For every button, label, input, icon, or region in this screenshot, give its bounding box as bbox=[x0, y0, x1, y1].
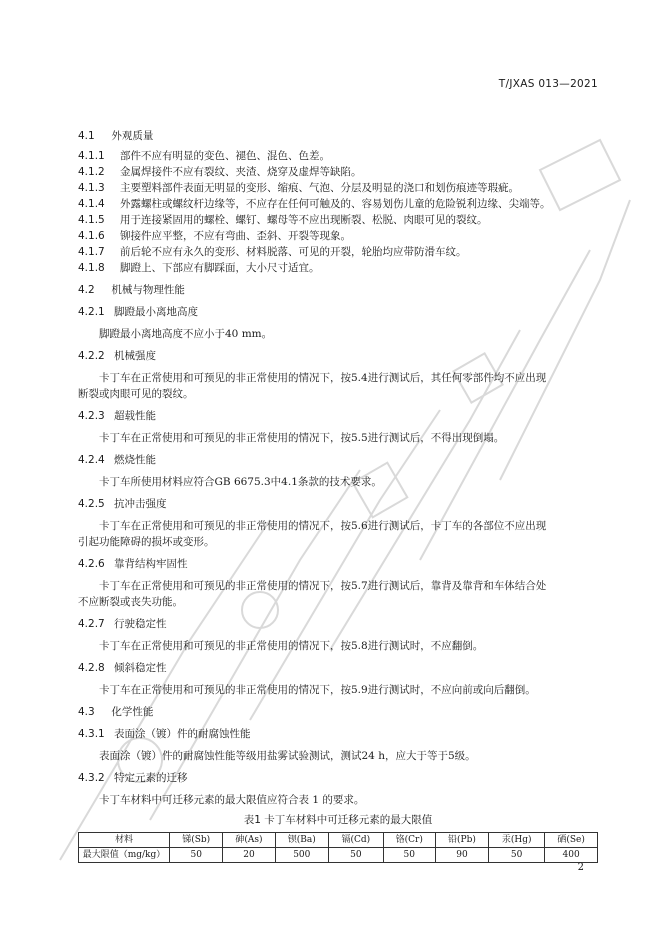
clause-number: 4.1.8 bbox=[78, 262, 105, 274]
subsection-heading bbox=[78, 616, 598, 632]
table-header-cell: 铅(Pb) bbox=[435, 833, 488, 848]
table-cell: 50 bbox=[489, 848, 545, 863]
table-header-cell: 锑(Sb) bbox=[170, 833, 223, 848]
clause-item bbox=[78, 212, 598, 228]
subsection-number: 4.3.2 bbox=[78, 772, 105, 784]
document-body bbox=[78, 128, 598, 863]
table-header-cell: 钡(Ba) bbox=[275, 833, 329, 848]
paragraph-line: 引起功能障碍的损坏或变形。 bbox=[78, 536, 215, 548]
paragraph-line: 卡丁车在正常使用和可预见的非正常使用的情况下，按5.7进行测试后，靠背及靠背和车体结合处 bbox=[99, 580, 547, 592]
section-number: 4.1 bbox=[78, 130, 95, 142]
table-header-cell: 镉(Cd) bbox=[329, 833, 384, 848]
table-row bbox=[79, 848, 598, 863]
clause-text: 脚蹬上、下部应有脚踩面，大小尺寸适宜。 bbox=[120, 262, 320, 274]
paragraph: 卡丁车在正常使用和可预见的非正常使用的情况下，按5.5进行测试后，不得出现倒塌。 bbox=[99, 432, 505, 444]
section-heading-4-3 bbox=[78, 704, 598, 720]
section-title: 外观质量 bbox=[111, 130, 154, 142]
paragraph: 卡丁车材料中可迁移元素的最大限值应符合表 1 的要求。 bbox=[99, 794, 365, 806]
table-header-cell: 铬(Cr) bbox=[383, 833, 435, 848]
subsection-number: 4.2.2 bbox=[78, 350, 105, 362]
clause-item bbox=[78, 180, 598, 196]
paragraph: 卡丁车在正常使用和可预见的非正常使用的情况下，按5.9进行测试时，不应向前或向后翻倒。 bbox=[99, 684, 536, 696]
table-title: 表1 卡丁车材料中可迁移元素的最大限值 bbox=[243, 814, 433, 826]
paragraph: 卡丁车所使用材料应符合GB 6675.3中4.1条款的技术要求。 bbox=[99, 476, 382, 488]
clause-item bbox=[78, 148, 598, 164]
clause-number: 4.1.3 bbox=[78, 182, 105, 194]
subsection-title: 抗冲击强度 bbox=[114, 498, 167, 510]
table-cell: 20 bbox=[223, 848, 275, 863]
subsection-number: 4.2.5 bbox=[78, 498, 105, 510]
clause-text: 前后轮不应有永久的变形、材料脱落、可见的开裂，轮胎均应带防滑车纹。 bbox=[120, 246, 467, 258]
subsection-title: 特定元素的迁移 bbox=[114, 772, 188, 784]
subsection-number: 4.2.1 bbox=[78, 306, 105, 318]
subsection-heading bbox=[78, 348, 598, 364]
subsection-title: 倾斜稳定性 bbox=[114, 662, 167, 674]
subsection-heading bbox=[78, 556, 598, 572]
subsection-number: 4.2.3 bbox=[78, 410, 105, 422]
subsection-number: 4.2.7 bbox=[78, 618, 105, 630]
table-header-cell: 硒(Se) bbox=[545, 833, 598, 848]
table-cell: 500 bbox=[275, 848, 329, 863]
paragraph-line: 卡丁车在正常使用和可预见的非正常使用的情况下，按5.4进行测试后，其任何零部件均不应出现 bbox=[99, 372, 547, 384]
clause-text: 外露螺柱或螺纹杆边缘等，不应存在任何可触及的、容易划伤儿童的危险锐利边缘、尖端等。 bbox=[120, 198, 551, 210]
subsection-heading bbox=[78, 496, 598, 512]
section-heading-4-2 bbox=[78, 282, 598, 298]
table-cell: 50 bbox=[170, 848, 223, 863]
table-header-cell: 材料 bbox=[79, 833, 170, 848]
subsection-number: 4.2.8 bbox=[78, 662, 105, 674]
subsection-heading bbox=[78, 452, 598, 468]
subsection-heading bbox=[78, 408, 598, 424]
clause-item bbox=[78, 260, 598, 276]
subsection-heading bbox=[78, 726, 598, 742]
table-header-cell: 汞(Hg) bbox=[489, 833, 545, 848]
paragraph: 卡丁车在正常使用和可预见的非正常使用的情况下，按5.8进行测试时，不应翻倒。 bbox=[99, 640, 484, 652]
clause-text: 部件不应有明显的变色、褪色、混色、色差。 bbox=[120, 150, 330, 162]
clause-item bbox=[78, 244, 598, 260]
clause-text: 主要塑料部件表面无明显的变形、缩痕、气泡、分层及明显的浇口和划伤痕迹等瑕疵。 bbox=[120, 182, 519, 194]
section-title: 机械与物理性能 bbox=[111, 284, 185, 296]
subsection-title: 机械强度 bbox=[114, 350, 156, 362]
paragraph: 表面涂（镀）件的耐腐蚀性能等级用盐雾试验测试，测试24 h，应大于等于5级。 bbox=[99, 750, 476, 762]
clause-text: 用于连接紧固用的螺栓、螺钉、螺母等不应出现断裂、松脱、肉眼可见的裂纹。 bbox=[120, 214, 488, 226]
standard-code: T/JXAS 013—2021 bbox=[498, 78, 598, 90]
table-cell: 400 bbox=[545, 848, 598, 863]
subsection-number: 4.2.6 bbox=[78, 558, 105, 570]
clause-number: 4.1.1 bbox=[78, 150, 105, 162]
table-header-cell: 砷(As) bbox=[223, 833, 275, 848]
section-number: 4.3 bbox=[78, 706, 95, 718]
clause-number: 4.1.5 bbox=[78, 214, 105, 226]
clause-number: 4.1.6 bbox=[78, 230, 105, 242]
subsection-title: 燃烧性能 bbox=[114, 454, 156, 466]
subsection-heading bbox=[78, 304, 598, 320]
clause-text: 金属焊接件不应有裂纹、夹渣、烧穿及虚焊等缺陷。 bbox=[120, 166, 362, 178]
table-cell: 50 bbox=[329, 848, 384, 863]
subsection-heading bbox=[78, 770, 598, 786]
section-number: 4.2 bbox=[78, 284, 95, 296]
subsection-title: 表面涂（镀）件的耐腐蚀性能 bbox=[114, 728, 251, 740]
section-title: 化学性能 bbox=[111, 706, 154, 718]
table-cell: 90 bbox=[435, 848, 488, 863]
clause-item bbox=[78, 196, 598, 212]
migration-limits-table bbox=[78, 832, 598, 863]
subsection-number: 4.2.4 bbox=[78, 454, 105, 466]
page-number: 2 bbox=[577, 862, 584, 873]
table-cell: 50 bbox=[383, 848, 435, 863]
paragraph: 脚蹬最小离地高度不应小于40 mm。 bbox=[99, 328, 273, 340]
subsection-heading bbox=[78, 660, 598, 676]
subsection-title: 靠背结构牢固性 bbox=[114, 558, 188, 570]
clause-number: 4.1.2 bbox=[78, 166, 105, 178]
subsection-title: 脚蹬最小离地高度 bbox=[114, 306, 198, 318]
section-heading-4-1 bbox=[78, 128, 598, 144]
paragraph-line: 断裂或肉眼可见的裂纹。 bbox=[78, 388, 194, 400]
subsection-title: 超载性能 bbox=[114, 410, 156, 422]
clause-item bbox=[78, 228, 598, 244]
subsection-number: 4.3.1 bbox=[78, 728, 105, 740]
clause-number: 4.1.7 bbox=[78, 246, 105, 258]
table-header-row bbox=[79, 833, 598, 848]
clause-number: 4.1.4 bbox=[78, 198, 105, 210]
subsection-title: 行驶稳定性 bbox=[114, 618, 167, 630]
paragraph-line: 不应断裂或丧失功能。 bbox=[78, 596, 183, 608]
clause-text: 铆接件应平整，不应有弯曲、歪斜、开裂等现象。 bbox=[120, 230, 351, 242]
clause-item bbox=[78, 164, 598, 180]
paragraph-line: 卡丁车在正常使用和可预见的非正常使用的情况下，按5.6进行测试后，卡丁车的各部位不应出现 bbox=[99, 520, 547, 532]
table-cell: 最大限值（mg/kg） bbox=[79, 848, 170, 863]
